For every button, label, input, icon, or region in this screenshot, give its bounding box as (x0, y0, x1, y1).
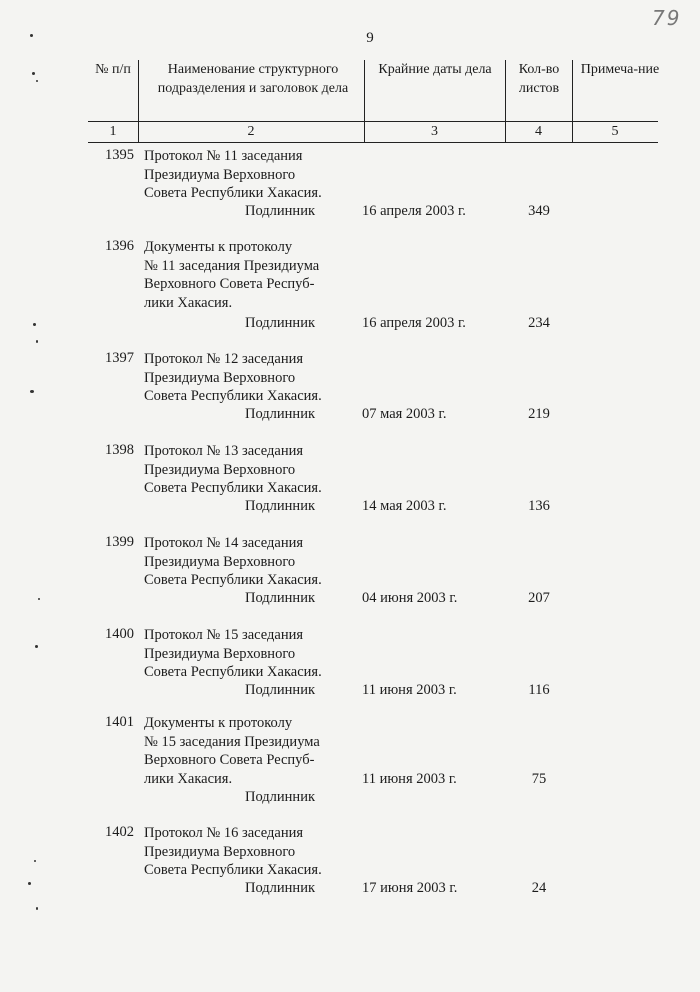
row-number: 1397 (105, 350, 134, 366)
row-title: Протокол № 11 заседания Президиума Верховного Совета Республики Хакасия. (144, 148, 322, 201)
row-number: 1396 (105, 238, 134, 254)
table-row (0, 350, 700, 430)
row-authenticity: Подлинник (245, 406, 316, 422)
scan-speck (30, 34, 33, 37)
row-number: 1398 (105, 442, 134, 458)
column-number: 3 (431, 124, 438, 139)
handwritten-sheet-number: 79 (652, 6, 682, 30)
column-number: 2 (247, 124, 255, 139)
row-title: Протокол № 12 заседания Президиума Верховного Совета Республики Хакасия. (144, 351, 322, 404)
row-date: 11 июня 2003 г. (362, 771, 457, 787)
row-authenticity: Подлинник (245, 880, 316, 896)
scan-speck (38, 598, 40, 600)
scan-speck (30, 390, 34, 393)
row-authenticity: Подлинник (245, 682, 316, 698)
row-title: Протокол № 15 заседания Президиума Верховного Совета Республики Хакасия. (144, 627, 322, 680)
row-number: 1401 (105, 714, 134, 730)
row-date: 16 апреля 2003 г. (362, 315, 466, 331)
table-row (0, 824, 700, 904)
scan-speck (32, 72, 35, 75)
page-number: 9 (366, 30, 374, 46)
table-row (0, 534, 700, 614)
row-title: Протокол № 14 заседания Президиума Верховного Совета Республики Хакасия. (144, 535, 322, 588)
header-title: Наименование структурного подразделения и заголовок дела (157, 62, 349, 96)
row-sheets: 136 (528, 498, 550, 514)
header-num: № п/п (95, 62, 131, 77)
scan-speck (28, 882, 31, 885)
row-sheets: 207 (528, 590, 550, 606)
row-sheets: 349 (528, 203, 550, 219)
row-date: 17 июня 2003 г. (362, 880, 458, 896)
row-date: 11 июня 2003 г. (362, 682, 457, 698)
scan-speck (36, 340, 38, 343)
scan-speck (34, 860, 36, 862)
row-authenticity: Подлинник (245, 590, 316, 606)
scan-speck (36, 907, 38, 910)
row-number: 1399 (105, 534, 134, 550)
row-sheets: 24 (531, 880, 547, 896)
row-sheets: 219 (528, 406, 550, 422)
column-number: 5 (611, 124, 619, 139)
row-sheets: 116 (528, 682, 550, 698)
table-row (0, 147, 700, 227)
header-dates: Крайние даты дела (378, 62, 492, 77)
scan-speck (33, 323, 36, 326)
table-row (0, 626, 700, 706)
row-date: 16 апреля 2003 г. (362, 203, 466, 219)
row-authenticity: Подлинник (245, 789, 316, 805)
row-date: 14 мая 2003 г. (362, 498, 447, 514)
table-row (0, 442, 700, 522)
header-sheets: Кол-во листов (518, 62, 560, 96)
column-number: 1 (109, 124, 117, 139)
table-row (0, 714, 700, 805)
row-sheets: 234 (528, 315, 550, 331)
row-authenticity: Подлинник (245, 498, 316, 514)
row-title: Протокол № 16 заседания Президиума Верховного Совета Республики Хакасия. (144, 825, 322, 878)
column-number: 4 (535, 124, 542, 139)
row-authenticity: Подлинник (245, 315, 316, 331)
row-date: 04 июня 2003 г. (362, 590, 458, 606)
row-sheets: 75 (531, 771, 547, 787)
row-date: 07 мая 2003 г. (362, 406, 447, 422)
header-note: Примеча-ние (580, 62, 660, 77)
table-row (0, 238, 700, 331)
row-number: 1395 (105, 147, 134, 163)
row-number: 1400 (105, 626, 134, 642)
row-number: 1402 (105, 824, 134, 840)
row-title: Документы к протоколу № 15 заседания Президиума Верховного Совета Респуб- лики Хакасия. (144, 715, 320, 787)
row-title: Протокол № 13 заседания Президиума Верховного Совета Республики Хакасия. (144, 443, 322, 496)
row-authenticity: Подлинник (245, 203, 316, 219)
row-title: Документы к протоколу № 11 заседания Президиума Верховного Совета Респуб- лики Хакасия. (144, 239, 320, 311)
column-number-bottom-rule (88, 142, 658, 143)
scan-speck (35, 645, 38, 648)
scan-speck (36, 80, 38, 82)
